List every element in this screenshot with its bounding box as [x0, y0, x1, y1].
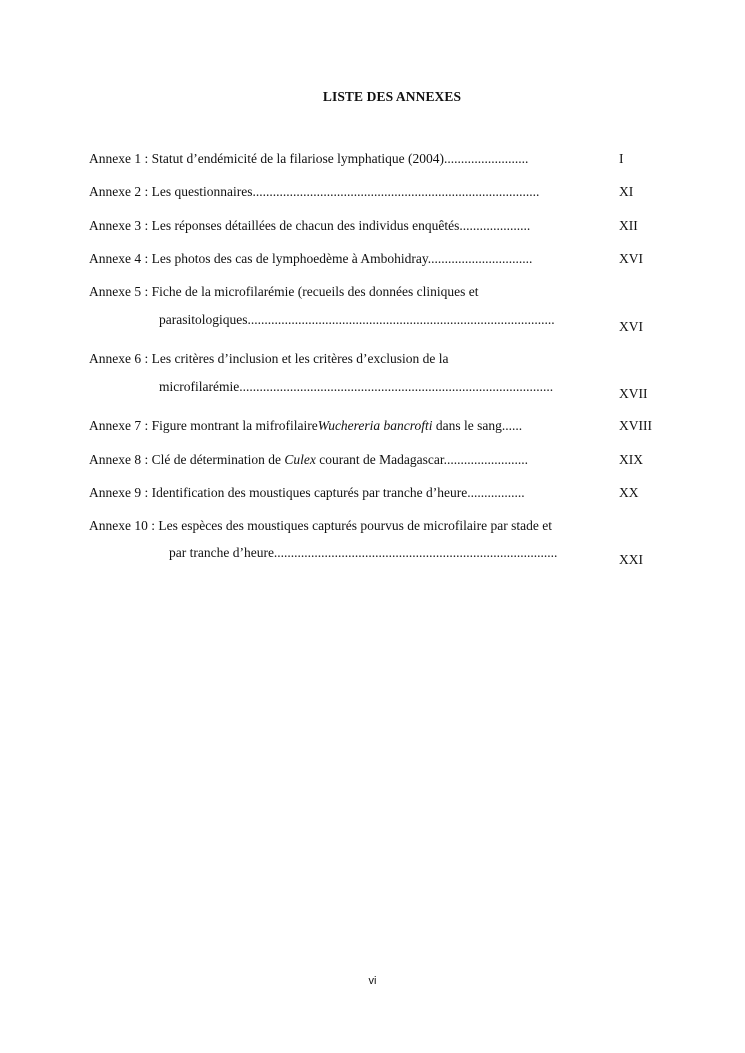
annex-entry-text-pre: Annexe 8 : Clé de détermination de	[89, 452, 285, 467]
annex-page-number: XVI	[619, 319, 643, 334]
annex-entry-text: Annexe 1 : Statut d’endémicité de la filariose lymphatique (2004).........................	[89, 151, 529, 166]
annex-entry-text-continued: microfilarémie.............................................................................................	[159, 379, 554, 394]
annex-entry-text: Annexe 2 : Les questionnaires.....................................................................................	[89, 184, 540, 199]
annex-entry-text-post: courant de Madagascar.........................	[315, 452, 529, 467]
species-name: Wuchereria bancrofti	[317, 418, 433, 433]
annex-entry-text	[89, 452, 528, 468]
annex-entry-text: Annexe 5 : Fiche de la microfilarémie (recueils des données cliniques et	[89, 284, 479, 299]
annex-entry-text-pre: Annexe 7 : Figure montrant la mifrofilaire	[89, 418, 318, 433]
annex-page-number: XVI	[619, 251, 643, 266]
annex-page-number: XX	[619, 485, 639, 500]
annex-page-number: XXI	[619, 552, 643, 567]
annex-page-number: XI	[619, 184, 634, 199]
annex-page-number: XII	[619, 218, 638, 233]
annex-page-number: I	[619, 151, 624, 166]
annex-entry-text: Annexe 4 : Les photos des cas de lymphoedème à Ambohidray...............................	[89, 251, 533, 266]
annex-entry-text-continued: parasitologiques...........................................................................................	[159, 312, 555, 327]
annex-page-number: XIX	[619, 452, 643, 467]
annex-entry-text-continued: par tranche d’heure....................................................................................	[169, 545, 558, 560]
page-title: LISTE DES ANNEXES	[322, 89, 462, 104]
annex-entry-text	[89, 418, 522, 434]
annex-entry-text: Annexe 10 : Les espèces des moustiques capturés pourvus de microfilaire par stade et	[89, 518, 552, 533]
annex-entry-text: Annexe 6 : Les critères d’inclusion et les critères d’exclusion de la	[89, 351, 449, 366]
page-number-footer: vi	[368, 975, 377, 987]
annex-entry-text-post: dans le sang......	[432, 418, 523, 433]
annex-page-number: XVII	[619, 386, 648, 401]
genus-name: Culex	[284, 452, 316, 467]
annex-page-number: XVIII	[619, 418, 652, 433]
annex-entry-text: Annexe 9 : Identification des moustiques capturés par tranche d’heure.................	[89, 485, 525, 500]
annex-entry-text: Annexe 3 : Les réponses détaillées de chacun des individus enquêtés.....................	[89, 218, 531, 233]
